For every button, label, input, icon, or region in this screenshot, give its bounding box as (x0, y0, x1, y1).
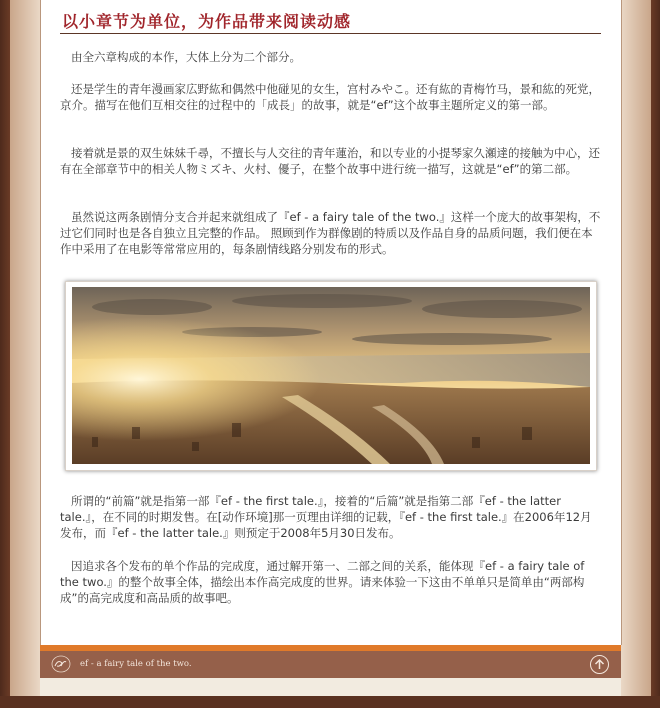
paragraph-release: 所谓的“前篇”就是指第一部『ef - the first tale.』，接着的“后篇”就是指第二部『ef - the latter tale.』，在不同的时期发售。在[动作环境]那一页理由详细的记载，『ef - the first tale.』在2006年12月发布，而『ef - the latter tale.』则预定于2008年5月30日发布。 (60, 494, 592, 540)
paragraph-conclusion: 因追求各个发布的单个作品的完成度，通过解开第一、二部之间的关系，能体现『ef - a fairy tale of the two.』的整个故事全体，描绘出本作高完成度的世界。请来体验一下这由不单单只是简单由“两部构成”的高完成度和高品质的故事吧。 (60, 559, 585, 605)
background-right (621, 0, 651, 696)
paragraph-intro: 由全六章构成的本作，大体上分为二个部分。 (71, 50, 301, 64)
paragraph-part-two: 接着就是景的双生妹妹千尋，不擅长与人交往的青年蓮治，和以专业的小提琴家久瀬達的接触为中心，还有在全部章节中的相关人物ミズキ、火村、優子，在整个故事中进行统一描写，这就是“ef”的第二部。 (60, 146, 600, 176)
paragraph-structure: 虽然说这两条剧情分支合并起来就组成了『ef - a fairy tale of the two.』这样一个庞大的故事架构，不过它们同时也是各自独立且完整的作品。 照顾到作为群像剧的特质以及作品自身的品质问题，我们便在本作中采用了在电影等常常应用的，每条剧情线路分别发布的形式。 (60, 210, 601, 256)
title-divider (60, 33, 601, 34)
up-arrow-icon (593, 658, 606, 671)
page-title: 以小章节为单位，为作品带来阅读动感 (62, 12, 352, 31)
footer-bar (40, 651, 621, 678)
back-to-top-button[interactable] (590, 655, 609, 674)
frame-right (651, 0, 660, 708)
content-panel (40, 0, 622, 645)
scene-image (65, 281, 597, 471)
background-left (10, 0, 40, 696)
frame-bottom (0, 696, 660, 708)
ef-logo-icon (49, 654, 71, 674)
paragraph-part-one: 还是学生的青年漫画家広野紘和偶然中他碰见的女生，宫村みやこ。还有紘的青梅竹马，景和紘的死党，京介。描写在他们互相交往的过程中的「成長」的故事，就是“ef”这个故事主题所定义的第一部。 (60, 82, 600, 112)
sunset-cityscape-illustration (72, 287, 590, 464)
footer-title: ef - a fairy tale of the two. (80, 659, 192, 669)
frame-left (0, 0, 10, 708)
